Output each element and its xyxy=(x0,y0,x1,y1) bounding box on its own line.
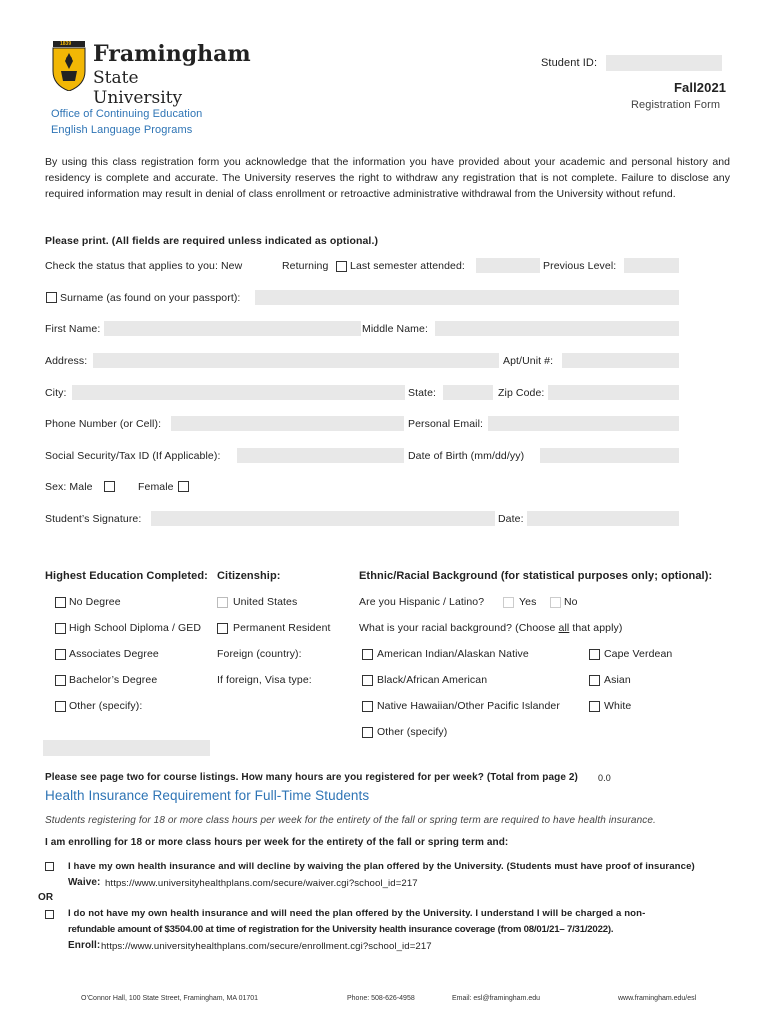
us-citizen-label: United States xyxy=(233,596,298,608)
enroll-link[interactable]: https://www.universityhealthplans.com/secure/enrollment.cgi?school_id=217 xyxy=(101,941,432,952)
ssn-label: Social Security/Tax ID (If Applicable): xyxy=(45,450,221,462)
race-option: Black/African American xyxy=(377,674,488,686)
ssn-input[interactable] xyxy=(237,448,404,463)
apt-label: Apt/Unit #: xyxy=(503,355,554,367)
race-checkbox[interactable] xyxy=(362,701,373,712)
returning-checkbox[interactable] xyxy=(336,261,347,272)
race-option: Asian xyxy=(604,674,631,686)
hispanic-no-label: No xyxy=(564,596,578,608)
hispanic-yes-checkbox[interactable] xyxy=(503,597,514,608)
intro-paragraph: By using this class registration form you acknowledge that the information you have provided about your academic and personal history and residency is complete and accurate. The University reserves the right to withdraw any registration that is not complete. Failure to disclose any required information may result in denial of class enrollment or retroactive administrative withdrawal from the University without refund. xyxy=(45,156,730,200)
female-checkbox[interactable] xyxy=(178,481,189,492)
education-option: High School Diploma / GED xyxy=(69,622,202,634)
first-name-label: First Name: xyxy=(45,323,101,335)
first-name-input[interactable] xyxy=(104,321,361,336)
university-logo xyxy=(51,41,251,108)
sex-male-label: Sex: Male xyxy=(45,481,93,493)
hours-question: Please see page two for course listings. How many hours are you registered for per week? (Total from page 2) xyxy=(45,772,578,783)
phone-input[interactable] xyxy=(171,416,404,431)
last-semester-input[interactable] xyxy=(476,258,540,273)
race-option: American Indian/Alaskan Native xyxy=(377,648,529,660)
student-id-input[interactable] xyxy=(606,55,722,71)
waive-link[interactable]: https://www.universityhealthplans.com/secure/waiver.cgi?school_id=217 xyxy=(105,878,418,889)
permanent-resident-label: Permanent Resident xyxy=(233,622,331,634)
education-heading: Highest Education Completed: xyxy=(45,570,208,582)
surname-input[interactable] xyxy=(255,290,679,305)
education-checkbox[interactable] xyxy=(55,701,66,712)
enroll-checkbox[interactable] xyxy=(45,910,54,919)
status-returning-label: Returning xyxy=(282,260,329,272)
city-label: City: xyxy=(45,387,67,399)
education-option: Associates Degree xyxy=(69,648,159,660)
previous-level-label: Previous Level: xyxy=(543,260,617,272)
apt-input[interactable] xyxy=(562,353,679,368)
zip-label: Zip Code: xyxy=(498,387,545,399)
race-checkbox[interactable] xyxy=(362,727,373,738)
student-id-label: Student ID: xyxy=(541,57,598,69)
date-input[interactable] xyxy=(527,511,679,526)
ethnic-heading: Ethnic/Racial Background (for statistical purposes only; optional): xyxy=(359,570,713,582)
enrolling-statement: I am enrolling for 18 or more class hours per week for the entirety of the fall or spring term and: xyxy=(45,837,509,848)
logo-name: Framingham xyxy=(93,41,251,67)
date-label: Date: xyxy=(498,513,524,525)
middle-name-input[interactable] xyxy=(435,321,679,336)
term-title: Fall2021 xyxy=(674,80,727,95)
race-checkbox[interactable] xyxy=(589,701,600,712)
race-checkbox[interactable] xyxy=(362,675,373,686)
middle-name-label: Middle Name: xyxy=(362,323,428,335)
race-option: Other (specify) xyxy=(377,726,448,738)
zip-input[interactable] xyxy=(548,385,679,400)
or-separator: OR xyxy=(38,892,54,903)
city-input[interactable] xyxy=(72,385,405,400)
footer-web[interactable]: www.framingham.edu/esl xyxy=(618,995,697,1002)
address-label: Address: xyxy=(45,355,88,367)
enroll-option-line1: I do not have my own health insurance and will need the plan offered by the University. I understand I will be charged a non- xyxy=(68,908,646,919)
hours-value[interactable]: 0.0 xyxy=(598,773,611,783)
male-checkbox[interactable] xyxy=(104,481,115,492)
race-option: White xyxy=(604,700,632,712)
footer-address: O’Connor Hall, 100 State Street, Framingham, MA 01701 xyxy=(81,995,259,1002)
footer-phone: Phone: 508-626-4958 xyxy=(347,995,415,1002)
office-line-2: English Language Programs xyxy=(51,124,193,136)
permanent-resident-checkbox[interactable] xyxy=(217,623,228,634)
previous-level-input[interactable] xyxy=(624,258,679,273)
race-checkbox[interactable] xyxy=(589,649,600,660)
race-checkbox[interactable] xyxy=(589,675,600,686)
foreign-country-label: Foreign (country): xyxy=(217,648,302,660)
insurance-heading: Health Insurance Requirement for Full-Time Students xyxy=(45,788,370,803)
please-print-note: Please print. (All fields are required unless indicated as optional.) xyxy=(45,235,379,247)
education-option: No Degree xyxy=(69,596,121,608)
education-checkbox[interactable] xyxy=(55,649,66,660)
seal-icon xyxy=(51,41,87,91)
email-input[interactable] xyxy=(488,416,679,431)
education-checkbox[interactable] xyxy=(55,623,66,634)
new-status-checkbox[interactable] xyxy=(46,292,57,303)
education-option: Bachelor’s Degree xyxy=(69,674,158,686)
state-input[interactable] xyxy=(443,385,493,400)
enroll-label: Enroll: xyxy=(68,940,101,951)
citizenship-heading: Citizenship: xyxy=(217,570,281,582)
signature-input[interactable] xyxy=(151,511,495,526)
phone-label: Phone Number (or Cell): xyxy=(45,418,162,430)
education-checkbox[interactable] xyxy=(55,597,66,608)
race-checkbox[interactable] xyxy=(362,649,373,660)
insurance-note: Students registering for 18 or more class hours per week for the entirety of the fall or spring term are required to have health insurance. xyxy=(45,815,656,826)
signature-label: Student’s Signature: xyxy=(45,513,142,525)
waive-label: Waive: xyxy=(68,877,101,888)
form-name: Registration Form xyxy=(631,99,721,111)
waive-option: I have my own health insurance and will decline by waiving the plan offered by the University. (Students must have proof of insurance) xyxy=(68,861,695,872)
female-label: Female xyxy=(138,481,174,493)
education-checkbox[interactable] xyxy=(55,675,66,686)
visa-type-label: If foreign, Visa type: xyxy=(217,674,312,686)
surname-label: Surname (as found on your passport): xyxy=(60,292,241,304)
hispanic-no-checkbox[interactable] xyxy=(550,597,561,608)
dob-input[interactable] xyxy=(540,448,679,463)
logo-subname: State University xyxy=(93,68,183,108)
address-input[interactable] xyxy=(93,353,499,368)
us-citizen-checkbox[interactable] xyxy=(217,597,228,608)
hispanic-question: Are you Hispanic / Latino? xyxy=(359,596,485,608)
waive-checkbox[interactable] xyxy=(45,862,54,871)
dob-label: Date of Birth (mm/dd/yy) xyxy=(408,450,525,462)
education-option: Other (specify): xyxy=(69,700,143,712)
email-label: Personal Email: xyxy=(408,418,484,430)
footer-email[interactable]: Email: esl@framingham.edu xyxy=(452,995,541,1002)
racial-question: What is your racial background? (Choose all that apply) xyxy=(359,622,623,634)
status-label: Check the status that applies to you: New xyxy=(45,260,243,272)
hispanic-yes-label: Yes xyxy=(519,596,537,608)
race-option: Cape Verdean xyxy=(604,648,673,660)
state-label: State: xyxy=(408,387,437,399)
last-semester-label: Last semester attended: xyxy=(350,260,465,272)
logo-year: 1839 xyxy=(60,41,72,47)
office-line-1: Office of Continuing Education xyxy=(51,108,203,120)
education-other-input[interactable] xyxy=(43,740,210,756)
race-option: Native Hawaiian/Other Pacific Islander xyxy=(377,700,560,712)
enroll-option-line2: refundable amount of $3504.00 at time of registration for the University health insurance coverage (from 08/01/21– 7/31/2022). xyxy=(68,924,614,935)
